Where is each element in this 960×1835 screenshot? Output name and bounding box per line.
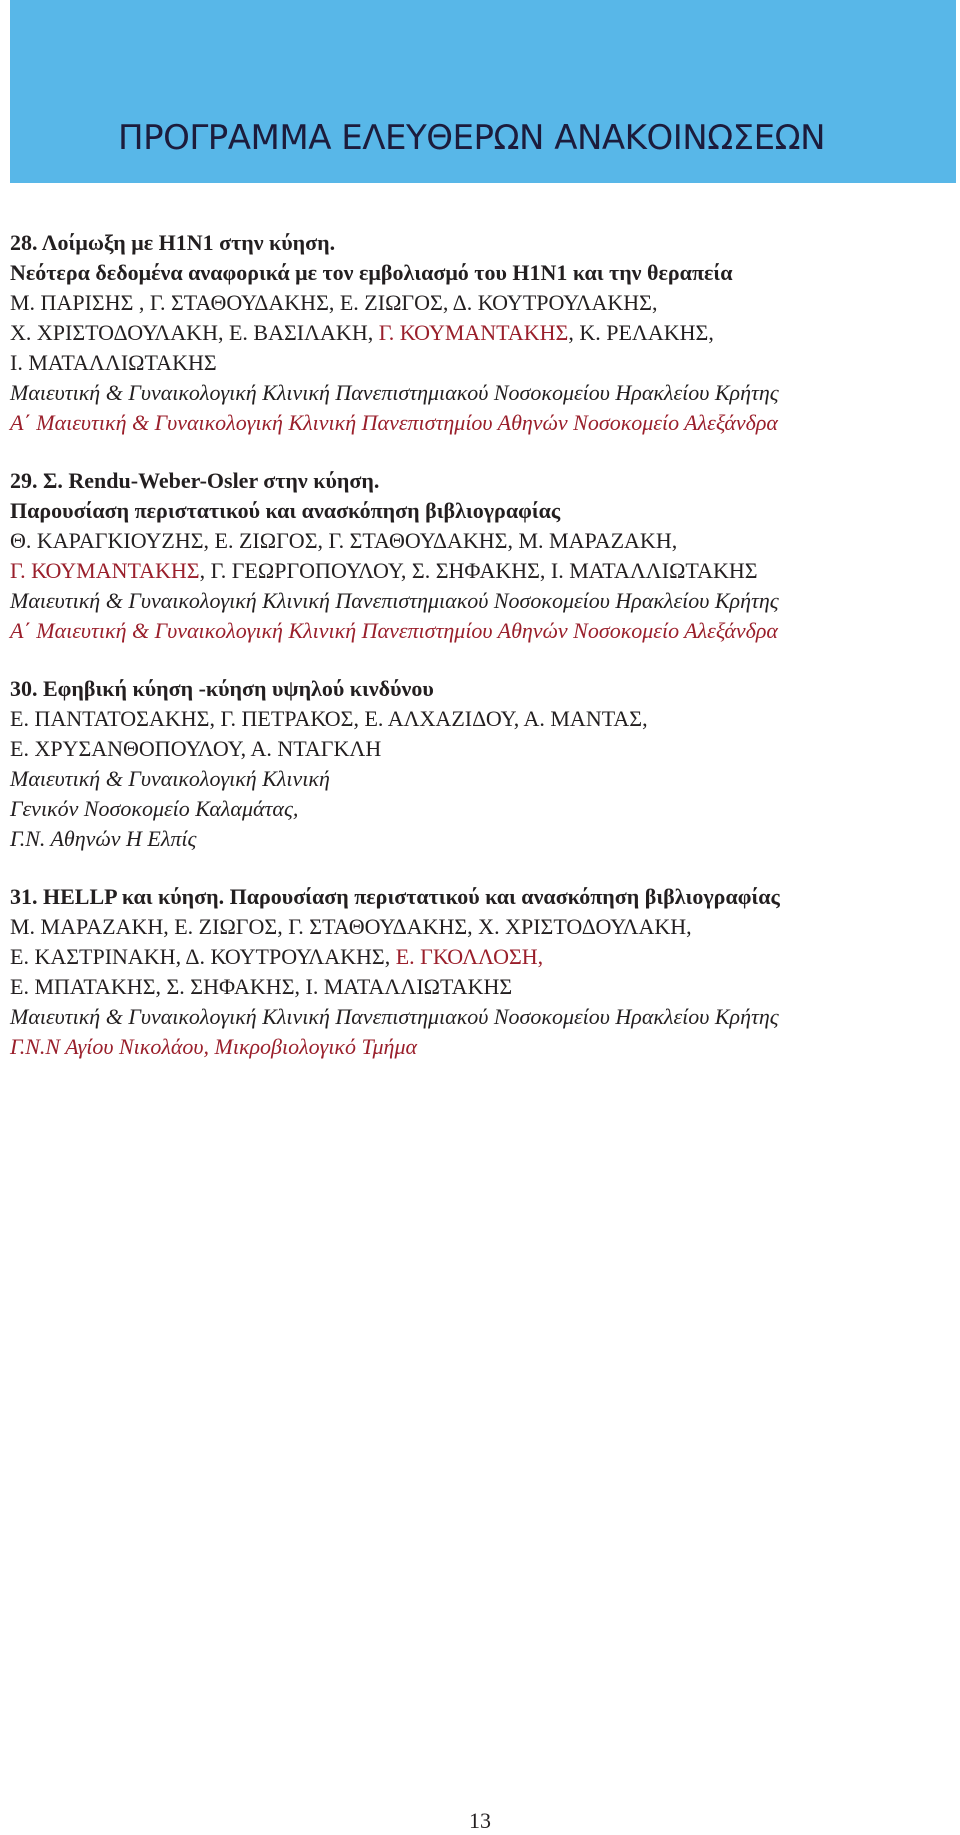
abstract-title-line: 31. HELLP και κύηση. Παρουσίαση περιστατικού και ανασκόπηση βιβλιογραφίας (10, 884, 780, 909)
authors-line (10, 942, 950, 972)
authors-line (10, 318, 950, 348)
abstract-title-line: Νεότερα δεδομένα αναφορικά με τον εμβολιασμό του Η1Ν1 και την θεραπεία (10, 260, 733, 285)
abstract-title-line: Παρουσίαση περιστατικού και ανασκόπηση βιβλιογραφίας (10, 498, 561, 523)
affiliation-line-highlighted: Γ.Ν.Ν Αγίου Νικολάου, Μικροβιολογικό Τμήμα (10, 1034, 418, 1059)
authors-text: , Γ. ΓΕΩΡΓΟΠΟΥΛΟΥ, Σ. ΣΗΦΑΚΗΣ, Ι. ΜΑΤΑΛΛΙΩΤΑΚΗΣ (199, 558, 758, 583)
authors-line: Θ. ΚΑΡΑΓΚΙΟΥΖΗΣ, Ε. ΖΙΩΓΟΣ, Γ. ΣΤΑΘΟΥΔΑΚΗΣ, Μ. ΜΑΡΑΖΑΚΗ, (10, 528, 678, 553)
affiliation-line: Γ.Ν. Αθηνών Η Ελπίς (10, 826, 197, 851)
highlighted-author: Γ. ΚΟΥΜΑΝΤΑΚΗΣ (378, 320, 569, 345)
page-title: ΠΡΟΓΡΑΜΜΑ ΕΛΕΥΘΕΡΩΝ ΑΝΑΚΟΙΝΩΣΕΩΝ (118, 118, 826, 158)
affiliation-line: Μαιευτική & Γυναικολογική Κλινική Πανεπιστημιακού Νοσοκομείου Ηρακλείου Κρήτης (10, 1004, 779, 1029)
authors-line: Ε. ΧΡΥΣΑΝΘΟΠΟΥΛΟΥ, Α. ΝΤΑΓΚΛΗ (10, 736, 382, 761)
authors-line: Μ. ΜΑΡΑΖΑΚΗ, Ε. ΖΙΩΓΟΣ, Γ. ΣΤΑΘΟΥΔΑΚΗΣ, Χ. ΧΡΙΣΤΟΔΟΥΛΑΚΗ, (10, 914, 692, 939)
abstract-entry-28 (10, 228, 950, 438)
abstract-entry-31 (10, 882, 950, 1062)
authors-text: , Κ. ΡΕΛΑΚΗΣ, (568, 320, 714, 345)
affiliation-line-highlighted: Α΄ Μαιευτική & Γυναικολογική Κλινική Πανεπιστημίου Αθηνών Νοσοκομείο Αλεξάνδρα (10, 618, 778, 643)
affiliation-line-highlighted: Α΄ Μαιευτική & Γυναικολογική Κλινική Πανεπιστημίου Αθηνών Νοσοκομείο Αλεξάνδρα (10, 410, 778, 435)
affiliation-line: Μαιευτική & Γυναικολογική Κλινική Πανεπιστημιακού Νοσοκομείου Ηρακλείου Κρήτης (10, 588, 779, 613)
abstract-title-line: 28. Λοίμωξη με Η1Ν1 στην κύηση. (10, 230, 336, 255)
affiliation-line: Μαιευτική & Γυναικολογική Κλινική Πανεπιστημιακού Νοσοκομείου Ηρακλείου Κρήτης (10, 380, 779, 405)
highlighted-author: Ε. ΓΚΟΛΛΟΣΗ, (395, 944, 544, 969)
abstract-title-line: 29. Σ. Rendu-Weber-Osler στην κύηση. (10, 468, 380, 493)
authors-line: Ε. ΠΑΝΤΑΤΟΣΑΚΗΣ, Γ. ΠΕΤΡΑΚΟΣ, Ε. ΑΛΧΑΖΙΔΟΥ, Α. ΜΑΝΤΑΣ, (10, 706, 648, 731)
authors-text: Χ. ΧΡΙΣΤΟΔΟΥΛΑΚΗ, Ε. ΒΑΣΙΛΑΚΗ, (10, 320, 379, 345)
page-number: 13 (469, 1808, 491, 1833)
header-banner (10, 0, 956, 183)
authors-line (10, 556, 950, 586)
highlighted-author: Γ. ΚΟΥΜΑΝΤΑΚΗΣ (10, 558, 200, 583)
abstract-entry-29 (10, 466, 950, 646)
authors-line: Μ. ΠΑΡΙΣΗΣ , Γ. ΣΤΑΘΟΥΔΑΚΗΣ, Ε. ΖΙΩΓΟΣ, Δ. ΚΟΥΤΡΟΥΛΑΚΗΣ, (10, 290, 658, 315)
abstract-entry-30 (10, 674, 950, 854)
authors-line: Ε. ΜΠΑΤΑΚΗΣ, Σ. ΣΗΦΑΚΗΣ, Ι. ΜΑΤΑΛΛΙΩΤΑΚΗΣ (10, 974, 513, 999)
affiliation-line: Γενικόν Νοσοκομείο Καλαμάτας, (10, 796, 299, 821)
abstracts-list (10, 228, 950, 1090)
affiliation-line: Μαιευτική & Γυναικολογική Κλινική (10, 766, 330, 791)
authors-text: Ε. ΚΑΣΤΡΙΝΑΚΗ, Δ. ΚΟΥΤΡΟΥΛΑΚΗΣ, (10, 944, 396, 969)
abstract-title-line: 30. Εφηβική κύηση -κύηση υψηλού κινδύνου (10, 676, 434, 701)
authors-line: Ι. ΜΑΤΑΛΛΙΩΤΑΚΗΣ (10, 350, 217, 375)
